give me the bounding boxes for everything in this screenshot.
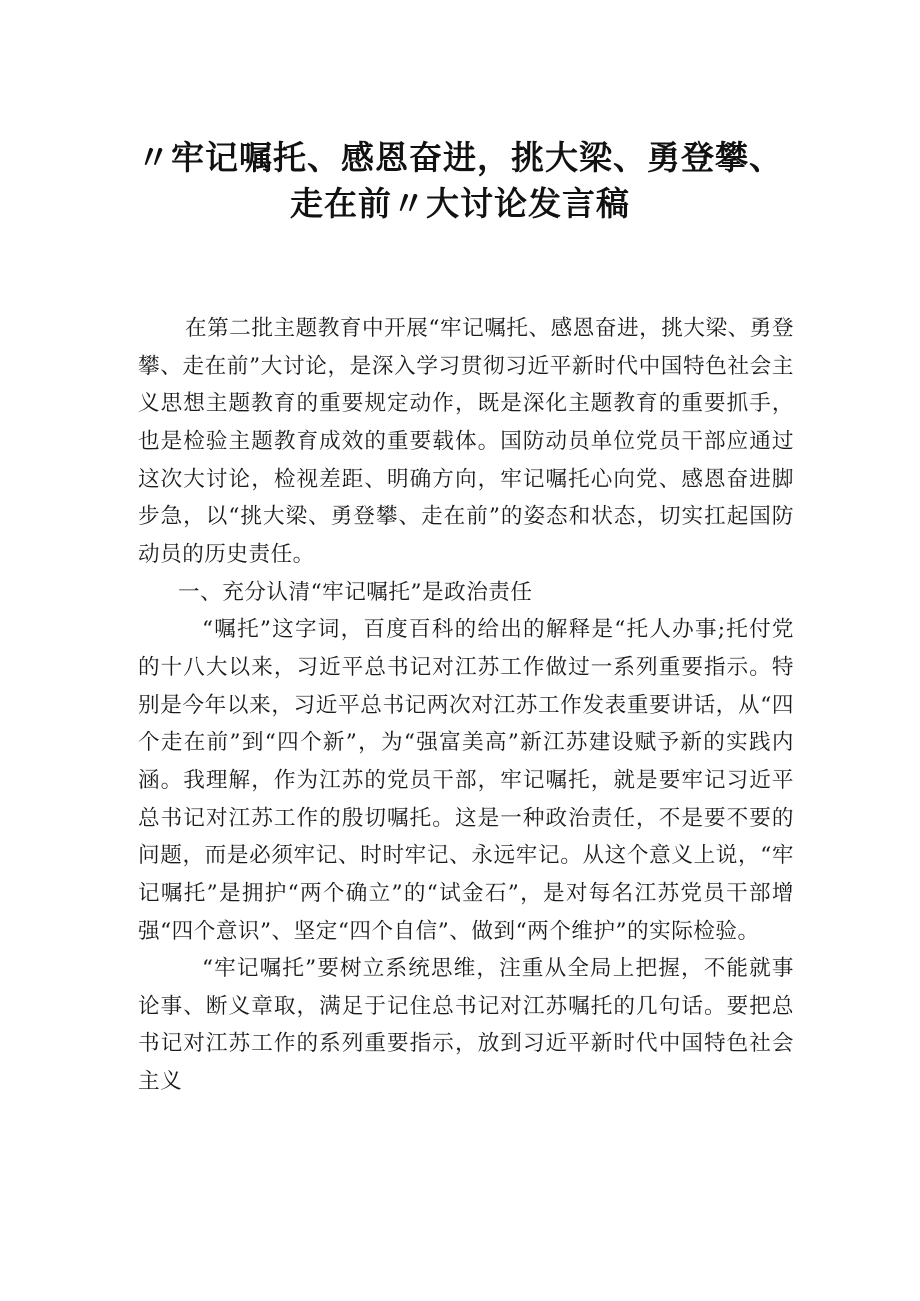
document-title-line-2: 走在前〃大讨论发言稿 xyxy=(290,184,630,223)
document-body xyxy=(138,310,794,1101)
paragraph-entrustment-meaning: “嘱托”这字词，百度百科的给出的解释是“托人办事;托付党的十八大以来，习近平总书记对江苏工作做过一系列重要指示。特别是今年以来，习近平总书记两次对江苏工作发表重要讲话，从“四个走在前”到“四个新”，为“强富美高”新江苏建设赋予新的实践内涵。我理解，作为江苏的党员干部，牢记嘱托，就是要牢记习近平总书记对江苏工作的殷切嘱托。这是一种政治责任，不是要不要的问题，而是必须牢记、时时牢记、永远牢记。从这个意义上说，“牢记嘱托”是拥护“两个确立”的“试金石”，是对每名江苏党员干部增强“四个意识”、坚定“四个自信”、做到“两个维护”的实际检验。 xyxy=(138,617,794,944)
paragraph-systematic-thinking: “牢记嘱托”要树立系统思维，注重从全局上把握，不能就事论事、断义章取，满足于记住总书记对江苏嘱托的几句话。要把总书记对江苏工作的系列重要指示，放到习近平新时代中国特色社会主义 xyxy=(138,956,794,1095)
document-title-line-1: 〃牢记嘱托、感恩奋进，挑大梁、勇登攀、 xyxy=(137,138,783,177)
paragraph-intro: 在第二批主题教育中开展“牢记嘱托、感恩奋进，挑大梁、勇登攀、走在前”大讨论，是深入学习贯彻习近平新时代中国特色社会主义思想主题教育的重要规定动作，既是深化主题教育的重要抓手，也是检验主题教育成效的重要载体。国防动员单位党员干部应通过这次大讨论，检视差距、明确方向，牢记嘱托心向党、感恩奋进脚步急，以“挑大梁、勇登攀、走在前”的姿态和状态，切实扛起国防动员的历史责任。 xyxy=(138,316,794,567)
section-heading-1: 一、充分认清“牢记嘱托”是政治责任 xyxy=(178,579,533,605)
